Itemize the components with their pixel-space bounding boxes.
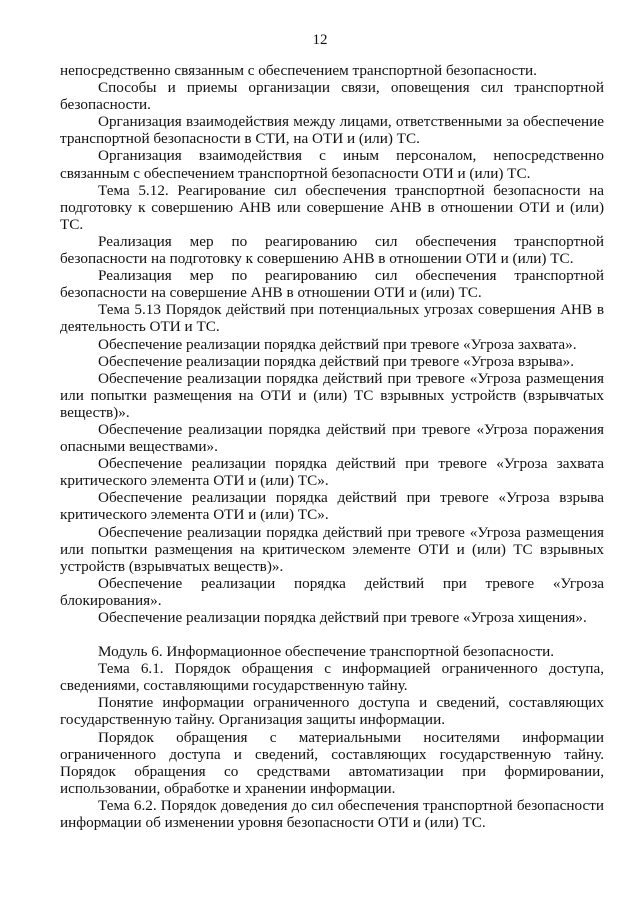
topic-heading-5-13: Тема 5.13 Порядок действий при потенциальных угрозах совершения АНВ в деятельность ОТИ и ТС. (60, 301, 604, 336)
paragraph: Обеспечение реализации порядка действий при тревоге «Угроза блокирования». (60, 574, 604, 609)
module-heading-6: Модуль 6. Информационное обеспечение транспортной безопасности. (98, 643, 555, 661)
paragraph: Способы и приемы организации связи, оповещения сил транспортной безопасности. (60, 79, 604, 114)
paragraph: Обеспечение реализации порядка действий при тревоге «Угроза размещения или попытки размещения на ОТИ и (или) ТС взрывных устройств (взрывчатых веществ)». (60, 369, 604, 421)
paragraph: Организация взаимодействия с иным персоналом, непосредственно связанным с обеспечением транспортной безопасности ОТИ и (или) ТС. (60, 147, 604, 182)
paragraph: Обеспечение реализации порядка действий при тревоге «Угроза взрыва». (98, 352, 575, 370)
paragraph: Обеспечение реализации порядка действий при тревоге «Угроза хищения». (98, 609, 587, 626)
topic-heading-6-2: Тема 6.2. Порядок доведения до сил обеспечения транспортной безопасности информации об изменении уровня безопасности ОТИ и (или) ТС. (60, 796, 604, 832)
paragraph: Организация взаимодействия между лицами, ответственными за обеспечение транспортной безопасности в СТИ, на ОТИ и (или) ТС. (60, 113, 604, 148)
paragraph: Реализация мер по реагированию сил обеспечения транспортной безопасности на совершение АНВ в отношении ОТИ и (или) ТС. (60, 267, 604, 302)
paragraph: Понятие информации ограниченного доступа и сведений, составляющих государственную тайну. Организация защиты информации. (60, 694, 604, 729)
paragraph: Обеспечение реализации порядка действий при тревоге «Угроза захвата критического элемента ОТИ и (или) ТС». (60, 455, 604, 490)
paragraph: Обеспечение реализации порядка действий при тревоге «Угроза взрыва критического элемента ОТИ и (или) ТС». (60, 489, 604, 524)
topic-heading-6-1: Тема 6.1. Порядок обращения с информацией ограниченного доступа, сведениями, составляющими государственную тайну. (60, 660, 604, 695)
paragraph: Порядок обращения с материальными носителями информации ограниченного доступа и сведений, составляющих государственную тайну. Порядок обращения со средствами автоматизации при формировании, использовании, обработке и хранении информации. (60, 728, 604, 797)
paragraph: Реализация мер по реагированию сил обеспечения транспортной безопасности на подготовку к совершению АНВ в отношении ОТИ и (или) ТС. (60, 232, 604, 268)
paragraph: непосредственно связанным с обеспечением транспортной безопасности. (60, 62, 537, 79)
paragraph: Обеспечение реализации порядка действий при тревоге «Угроза размещения или попытки размещения на критическом элементе ОТИ и (или) ТС взрывных устройств (взрывчатых веществ)». (60, 523, 604, 575)
paragraph: Обеспечение реализации порядка действий при тревоге «Угроза захвата». (98, 335, 577, 353)
topic-heading-5-12: Тема 5.12. Реагирование сил обеспечения транспортной безопасности на подготовку к совершению АНВ или совершение АНВ в отношении ОТИ и (или) ТС. (60, 181, 604, 233)
document-body (60, 62, 604, 831)
page-number: 12 (312, 32, 328, 48)
paragraph: Обеспечение реализации порядка действий при тревоге «Угроза поражения опасными веществами». (60, 420, 604, 456)
